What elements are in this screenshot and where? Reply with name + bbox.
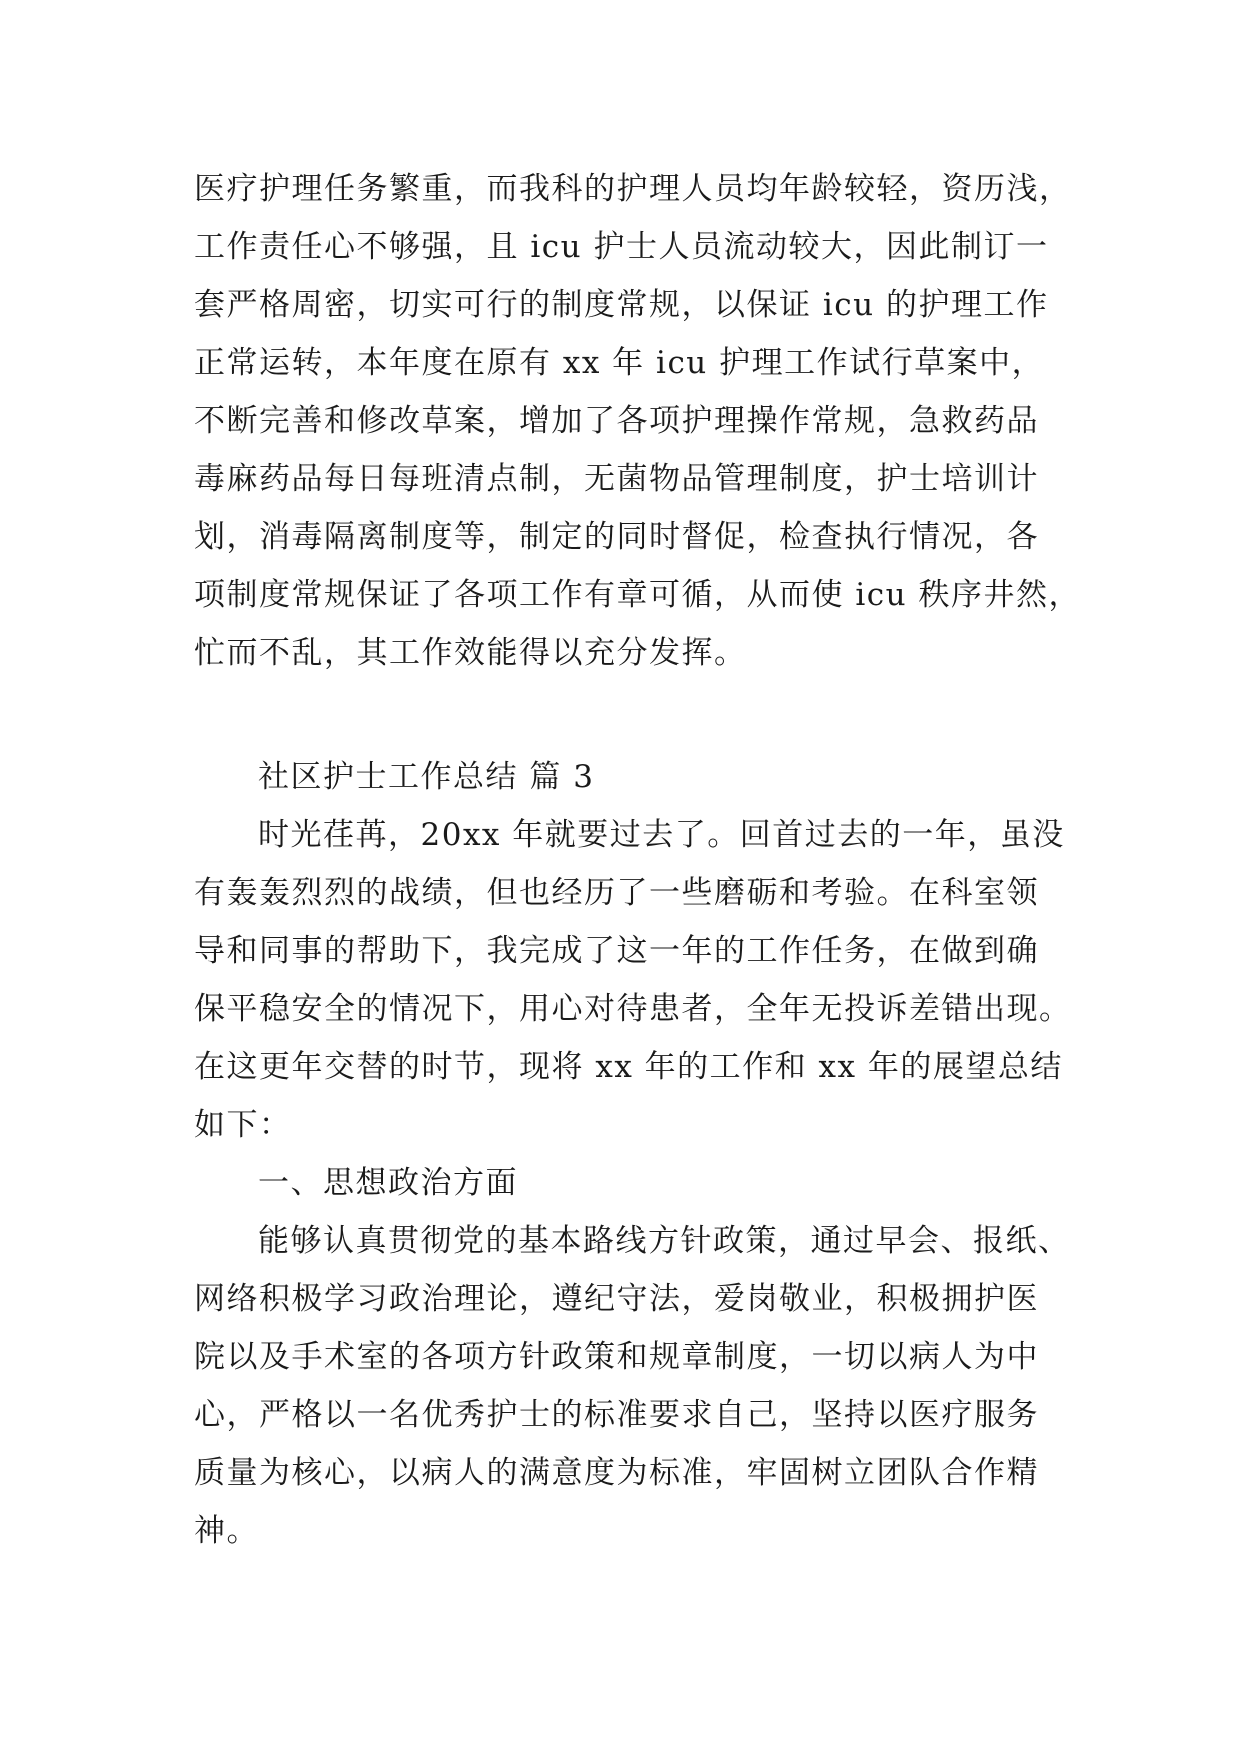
text-line: 质量为核心，以病人的满意度为标准，牢固树立团队合作精 <box>194 1455 1039 1491</box>
text-line: 有轰轰烈烈的战绩，但也经历了一些磨砺和考验。在科室领 <box>194 875 1039 911</box>
text-line: 神。 <box>194 1513 259 1549</box>
text-line: 保平稳安全的情况下，用心对待患者，全年无投诉差错出现。 <box>194 991 1072 1027</box>
text-line: 毒麻药品每日每班清点制，无菌物品管理制度，护士培训计 <box>194 461 1039 497</box>
text-line: 如下： <box>194 1107 292 1143</box>
section-article-3 <box>194 748 1072 1560</box>
text-line: 能够认真贯彻党的基本路线方针政策，通过早会、报纸、 <box>258 1223 1071 1259</box>
text-line: 网络积极学习政治理论，遵纪守法，爱岗敬业，积极拥护医 <box>194 1281 1039 1317</box>
text-line: 套严格周密，切实可行的制度常规，以保证 icu 的护理工作 <box>194 287 1049 323</box>
text-line: 项制度常规保证了各项工作有章可循，从而使 icu 秩序井然， <box>194 577 1081 613</box>
paragraph-political-thought <box>194 1212 1071 1560</box>
text-line: 正常运转，本年度在原有 xx 年 icu 护理工作试行草案中， <box>194 345 1045 381</box>
text-line: 导和同事的帮助下，我完成了这一年的工作任务，在做到确 <box>194 933 1039 969</box>
text-line: 院以及手术室的各项方针政策和规章制度，一切以病人为中 <box>194 1339 1039 1375</box>
paragraph-year-review <box>194 806 1072 1154</box>
subheading-political-thought: 一、思想政治方面 <box>258 1165 518 1201</box>
section-title: 社区护士工作总结 篇 3 <box>258 759 595 795</box>
text-line: 心，严格以一名优秀护士的标准要求自己，坚持以医疗服务 <box>194 1397 1039 1433</box>
text-line: 划，消毒隔离制度等，制定的同时督促，检查执行情况，各 <box>194 519 1039 555</box>
text-line: 医疗护理任务繁重，而我科的护理人员均年龄较轻，资历浅， <box>194 171 1072 207</box>
text-line: 时光荏苒，20xx 年就要过去了。回首过去的一年，虽没 <box>258 817 1065 853</box>
text-line: 工作责任心不够强，且 icu 护士人员流动较大，因此制订一 <box>194 229 1049 265</box>
paragraph-icu-regulations <box>194 160 1081 682</box>
text-line: 不断完善和修改草案，增加了各项护理操作常规，急救药品 <box>194 403 1039 439</box>
text-line: 忙而不乱，其工作效能得以充分发挥。 <box>194 635 747 671</box>
text-line: 在这更年交替的时节，现将 xx 年的工作和 xx 年的展望总结 <box>194 1049 1063 1085</box>
